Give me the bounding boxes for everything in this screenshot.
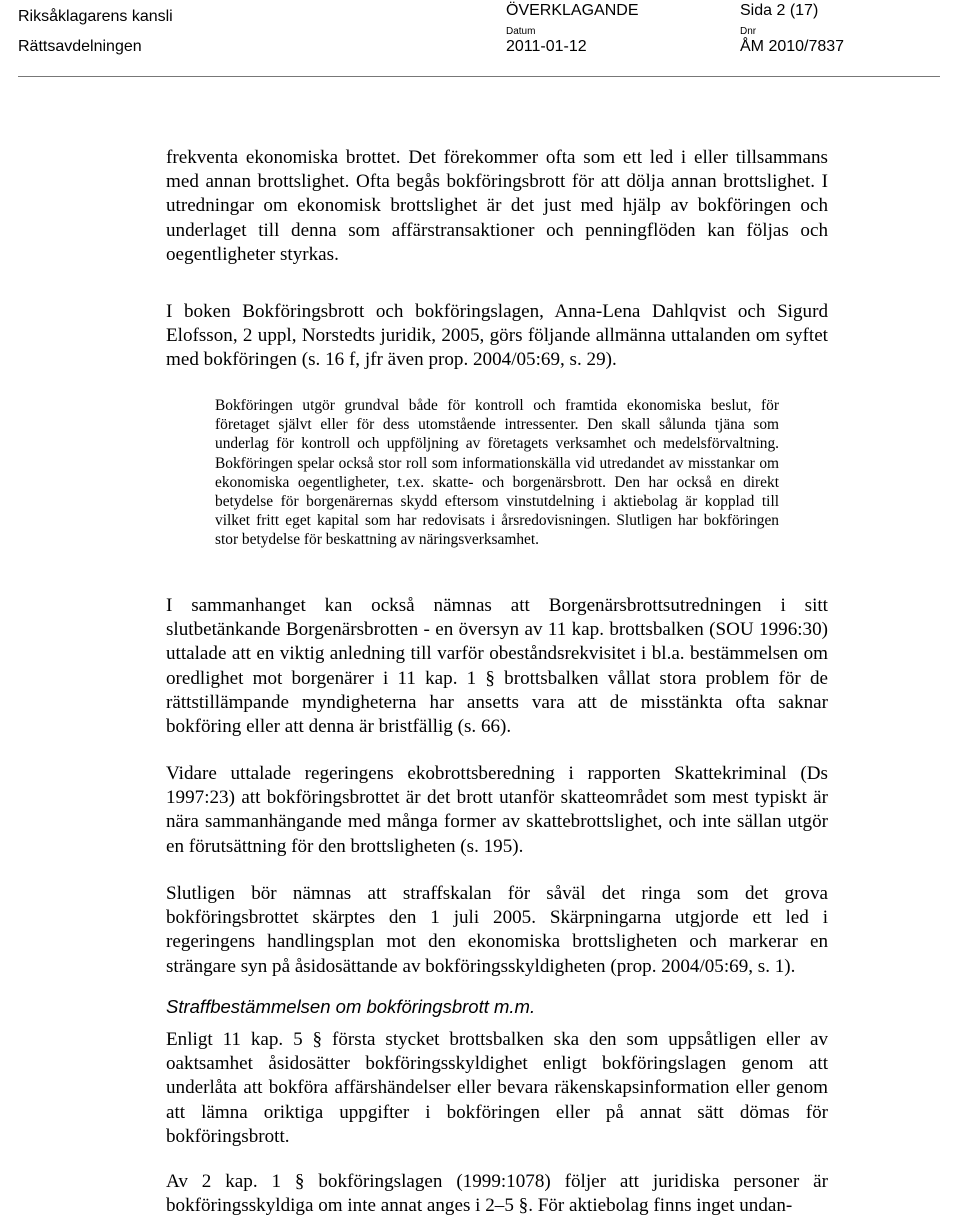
- header-page-number: Sida 2 (17): [740, 2, 819, 19]
- block-quote: Bokföringen utgör grundval både för kontroll och framtida ekonomiska beslut, för företaget självt eller för dess utomstående intressenter. Den skall sålunda tjäna som underlag för kontroll och uppföljning av företagets verksamhet och medelsförvaltning. Bokföringen spelar också stor roll som informationskälla vid utredandet av misstankar om ekonomiska oegentligheter, t.ex. skatte- och borgenärsbrott. Den har också en direkt betydelse för borgenärernas skydd eftersom vinstutdelning i aktiebolag är kopplad till vilket fritt eget kapital som har redovisats i årsredovisningen. Slutligen har bokföringen stor betydelse för beskattning av näringsverksamhet.: [215, 397, 779, 549]
- paragraph-7: Av 2 kap. 1 § bokföringslagen (1999:1078) följer att juridiska personer är bokföringsskyldiga om inte annat anges i 2–5 §. För aktiebolag finns inget undan-: [166, 1171, 828, 1217]
- paragraph-3: I sammanhanget kan också nämnas att Borgenärsbrottsutredningen i sitt slutbetänkande Borgenärsbrotten - en översyn av 11 kap. brottsbalken (SOU 1996:30) uttalade att en viktig anledning till varför obeståndsrekvisitet i bl.a. bestämmelsen om oredlighet mot borgenärer i 11 kap. 1 § brottsbalken vållat stora problem för de rättstillämpande myndigheterna har ansetts vara att de misstänkta ofta saknar bokföring eller att denna är bristfällig (s. 66).: [166, 595, 828, 738]
- paragraph-5: Slutligen bör nämnas att straffskalan för såväl det ringa som det grova bokföringsbrottet skärptes den 1 juli 2005. Skärpningarna utgjorde ett led i regeringens handlingsplan mot den ekonomiska brottsligheten och markerar en strängare syn på åsidosättande av bokföringsskyldigheten (prop. 2004/05:69, s. 1).: [166, 883, 828, 977]
- paragraph-4: Vidare uttalade regeringens ekobrottsberedning i rapporten Skattekriminal (Ds 1997:23) att bokföringsbrottet är det brott utanför skatteområdet som mest typiskt är nära sammanhängande med många former av skattebrottslighet, och inte sällan utgör en förutsättning för den brottsligheten (s. 195).: [166, 763, 828, 857]
- paragraph-1: frekventa ekonomiska brottet. Det förekommer ofta som ett led i eller tillsammans med annan brottslighet. Ofta begås bokföringsbrott för att dölja annan brottslighet. I utredningar om ekonomisk brottslighet är det just med hjälp av bokföringen och underlaget till denna som affärstransaktioner och penningflöden kan följas och oegentligheter styrkas.: [166, 147, 828, 265]
- header-doc-type: ÖVERKLAGANDE: [506, 2, 639, 19]
- header-org: Riksåklagarens kansli: [18, 8, 173, 25]
- header-dept: Rättsavdelningen: [18, 38, 142, 55]
- header-date-value: 2011-01-12: [506, 38, 587, 55]
- header-dnr-value: ÅM 2010/7837: [740, 38, 845, 55]
- section-heading: Straffbestämmelsen om bokföringsbrott m.m.: [166, 996, 536, 1017]
- paragraph-2: I boken Bokföringsbrott och bokföringslagen, Anna-Lena Dahlqvist och Sigurd Elofsson, 2 uppl, Norstedts juridik, 2005, görs följande allmänna uttalanden om syftet med bokföringen (s. 16 f, jfr även prop. 2004/05:69, s. 29).: [166, 301, 828, 371]
- paragraph-6: Enligt 11 kap. 5 § första stycket brottsbalken ska den som uppsåtligen eller av oaktsamhet åsidosätter bokföringsskyldighet enligt bokföringslagen genom att underlåta att bokföra affärshändelser eller bevara räkenskapsinformation eller genom att lämna oriktiga uppgifter i bokföringen eller på annat sätt dömas för bokföringsbrott.: [166, 1029, 828, 1147]
- header-date-label: Datum: [506, 26, 536, 37]
- header-dnr-label: Dnr: [740, 26, 757, 37]
- header-divider: [18, 76, 940, 77]
